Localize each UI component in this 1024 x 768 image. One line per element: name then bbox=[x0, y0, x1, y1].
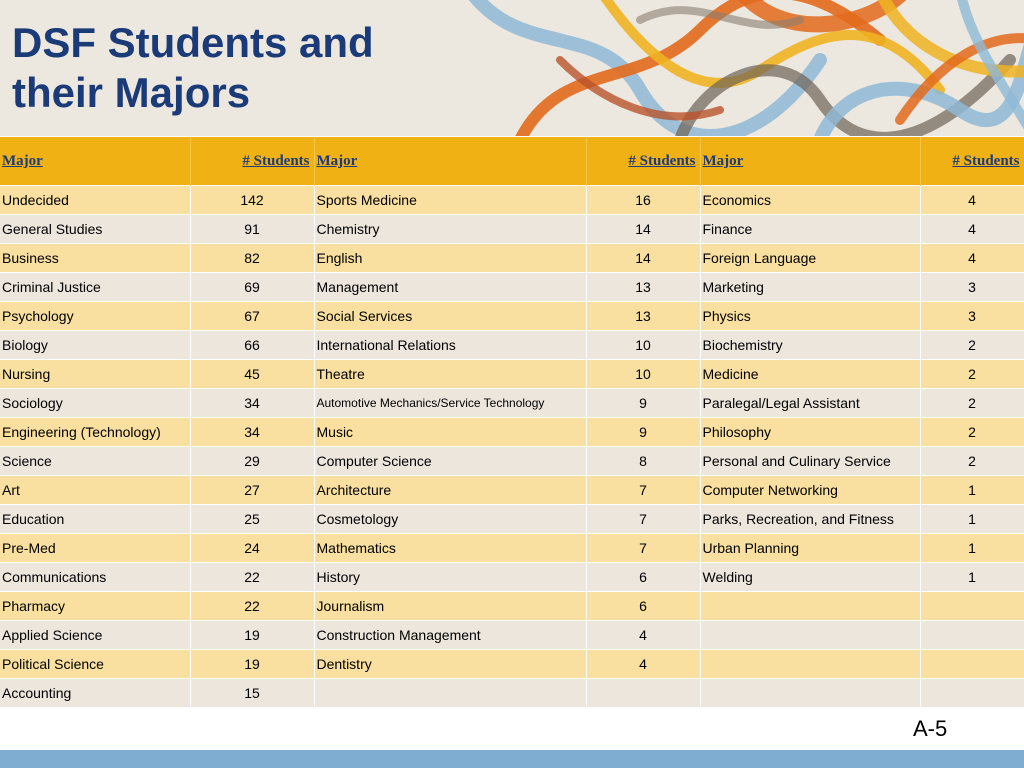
major-cell: Science bbox=[0, 447, 190, 476]
student-count-cell: 2 bbox=[920, 331, 1024, 360]
student-count-cell: 24 bbox=[190, 534, 314, 563]
student-count-cell: 3 bbox=[920, 302, 1024, 331]
major-cell: Political Science bbox=[0, 650, 190, 679]
student-count-cell: 1 bbox=[920, 563, 1024, 592]
student-count-cell bbox=[920, 650, 1024, 679]
table-body bbox=[0, 186, 1024, 708]
student-count-cell: 9 bbox=[586, 418, 700, 447]
major-cell: Philosophy bbox=[700, 418, 920, 447]
major-cell: Foreign Language bbox=[700, 244, 920, 273]
student-count-cell: 91 bbox=[190, 215, 314, 244]
major-cell: Finance bbox=[700, 215, 920, 244]
major-cell: Sociology bbox=[0, 389, 190, 418]
student-count-cell: 82 bbox=[190, 244, 314, 273]
student-count-cell: 2 bbox=[920, 418, 1024, 447]
major-cell: Dentistry bbox=[314, 650, 586, 679]
student-count-cell: 19 bbox=[190, 621, 314, 650]
student-count-cell: 3 bbox=[920, 273, 1024, 302]
major-cell: Theatre bbox=[314, 360, 586, 389]
major-cell bbox=[700, 650, 920, 679]
major-cell: Paralegal/Legal Assistant bbox=[700, 389, 920, 418]
table-row bbox=[0, 244, 1024, 273]
student-count-cell: 14 bbox=[586, 215, 700, 244]
column-header: Major bbox=[0, 137, 190, 186]
column-header: Major bbox=[700, 137, 920, 186]
student-count-cell: 67 bbox=[190, 302, 314, 331]
student-count-cell: 6 bbox=[586, 563, 700, 592]
column-header: Major bbox=[314, 137, 586, 186]
student-count-cell: 2 bbox=[920, 447, 1024, 476]
table-row bbox=[0, 186, 1024, 215]
slide-header bbox=[0, 0, 1024, 136]
table-row bbox=[0, 360, 1024, 389]
major-cell: Undecided bbox=[0, 186, 190, 215]
major-cell: Cosmetology bbox=[314, 505, 586, 534]
major-cell: Accounting bbox=[0, 679, 190, 708]
column-header: # Students bbox=[190, 137, 314, 186]
major-cell: Psychology bbox=[0, 302, 190, 331]
major-cell: Sports Medicine bbox=[314, 186, 586, 215]
student-count-cell: 9 bbox=[586, 389, 700, 418]
student-count-cell: 22 bbox=[190, 592, 314, 621]
major-cell: Economics bbox=[700, 186, 920, 215]
major-cell: Art bbox=[0, 476, 190, 505]
student-count-cell: 6 bbox=[586, 592, 700, 621]
student-count-cell: 1 bbox=[920, 476, 1024, 505]
major-cell: Criminal Justice bbox=[0, 273, 190, 302]
student-count-cell: 34 bbox=[190, 418, 314, 447]
table-row bbox=[0, 447, 1024, 476]
student-count-cell: 14 bbox=[586, 244, 700, 273]
major-cell: Education bbox=[0, 505, 190, 534]
table-row bbox=[0, 331, 1024, 360]
student-count-cell: 4 bbox=[586, 650, 700, 679]
major-cell: Music bbox=[314, 418, 586, 447]
table-row bbox=[0, 679, 1024, 708]
student-count-cell bbox=[586, 679, 700, 708]
table-row bbox=[0, 215, 1024, 244]
student-count-cell: 1 bbox=[920, 534, 1024, 563]
student-count-cell: 25 bbox=[190, 505, 314, 534]
majors-table bbox=[0, 137, 1024, 707]
student-count-cell: 7 bbox=[586, 505, 700, 534]
student-count-cell: 13 bbox=[586, 302, 700, 331]
table-row bbox=[0, 476, 1024, 505]
student-count-cell: 4 bbox=[920, 244, 1024, 273]
student-count-cell: 66 bbox=[190, 331, 314, 360]
student-count-cell: 142 bbox=[190, 186, 314, 215]
major-cell: Urban Planning bbox=[700, 534, 920, 563]
student-count-cell: 10 bbox=[586, 360, 700, 389]
student-count-cell: 19 bbox=[190, 650, 314, 679]
table-row bbox=[0, 505, 1024, 534]
footer-bar bbox=[0, 750, 1024, 768]
major-cell: Architecture bbox=[314, 476, 586, 505]
major-cell: Engineering (Technology) bbox=[0, 418, 190, 447]
major-cell: Biochemistry bbox=[700, 331, 920, 360]
major-cell: Biology bbox=[0, 331, 190, 360]
slide-number: A-5 bbox=[913, 716, 948, 741]
major-cell bbox=[700, 592, 920, 621]
major-cell: Nursing bbox=[0, 360, 190, 389]
major-cell bbox=[314, 679, 586, 708]
table-header-row bbox=[0, 137, 1024, 186]
major-cell: Physics bbox=[700, 302, 920, 331]
major-cell: Management bbox=[314, 273, 586, 302]
student-count-cell: 1 bbox=[920, 505, 1024, 534]
major-cell: Communications bbox=[0, 563, 190, 592]
table-row bbox=[0, 563, 1024, 592]
major-cell: Applied Science bbox=[0, 621, 190, 650]
major-cell: Computer Networking bbox=[700, 476, 920, 505]
student-count-cell: 2 bbox=[920, 360, 1024, 389]
table-row bbox=[0, 592, 1024, 621]
major-cell: Mathematics bbox=[314, 534, 586, 563]
student-count-cell: 4 bbox=[920, 215, 1024, 244]
major-cell: General Studies bbox=[0, 215, 190, 244]
major-cell: Computer Science bbox=[314, 447, 586, 476]
student-count-cell: 27 bbox=[190, 476, 314, 505]
major-cell: Pre-Med bbox=[0, 534, 190, 563]
student-count-cell bbox=[920, 679, 1024, 708]
student-count-cell bbox=[920, 592, 1024, 621]
student-count-cell bbox=[920, 621, 1024, 650]
major-cell: Business bbox=[0, 244, 190, 273]
major-cell: Chemistry bbox=[314, 215, 586, 244]
major-cell: Parks, Recreation, and Fitness bbox=[700, 505, 920, 534]
major-cell: Journalism bbox=[314, 592, 586, 621]
major-cell: History bbox=[314, 563, 586, 592]
student-count-cell: 45 bbox=[190, 360, 314, 389]
student-count-cell: 34 bbox=[190, 389, 314, 418]
column-header: # Students bbox=[920, 137, 1024, 186]
student-count-cell: 16 bbox=[586, 186, 700, 215]
student-count-cell: 10 bbox=[586, 331, 700, 360]
major-cell: Social Services bbox=[314, 302, 586, 331]
title-line-1: DSF Students and bbox=[12, 19, 374, 66]
major-cell bbox=[700, 621, 920, 650]
student-count-cell: 4 bbox=[586, 621, 700, 650]
major-cell: International Relations bbox=[314, 331, 586, 360]
student-count-cell: 22 bbox=[190, 563, 314, 592]
student-count-cell: 69 bbox=[190, 273, 314, 302]
table-row bbox=[0, 302, 1024, 331]
column-header: # Students bbox=[586, 137, 700, 186]
student-count-cell: 29 bbox=[190, 447, 314, 476]
table-row bbox=[0, 534, 1024, 563]
student-count-cell: 7 bbox=[586, 476, 700, 505]
student-count-cell: 13 bbox=[586, 273, 700, 302]
table-row bbox=[0, 273, 1024, 302]
student-count-cell: 7 bbox=[586, 534, 700, 563]
student-count-cell: 2 bbox=[920, 389, 1024, 418]
table-row bbox=[0, 418, 1024, 447]
table-row bbox=[0, 389, 1024, 418]
major-cell: English bbox=[314, 244, 586, 273]
major-cell: Personal and Culinary Service bbox=[700, 447, 920, 476]
table-row bbox=[0, 621, 1024, 650]
major-cell: Welding bbox=[700, 563, 920, 592]
table-row bbox=[0, 650, 1024, 679]
major-cell: Construction Management bbox=[314, 621, 586, 650]
major-cell: Automotive Mechanics/Service Technology bbox=[314, 389, 586, 418]
student-count-cell: 8 bbox=[586, 447, 700, 476]
major-cell: Marketing bbox=[700, 273, 920, 302]
major-cell: Pharmacy bbox=[0, 592, 190, 621]
page-title bbox=[12, 18, 432, 118]
major-cell bbox=[700, 679, 920, 708]
student-count-cell: 15 bbox=[190, 679, 314, 708]
title-line-2: their Majors bbox=[12, 69, 251, 116]
student-count-cell: 4 bbox=[920, 186, 1024, 215]
major-cell: Medicine bbox=[700, 360, 920, 389]
